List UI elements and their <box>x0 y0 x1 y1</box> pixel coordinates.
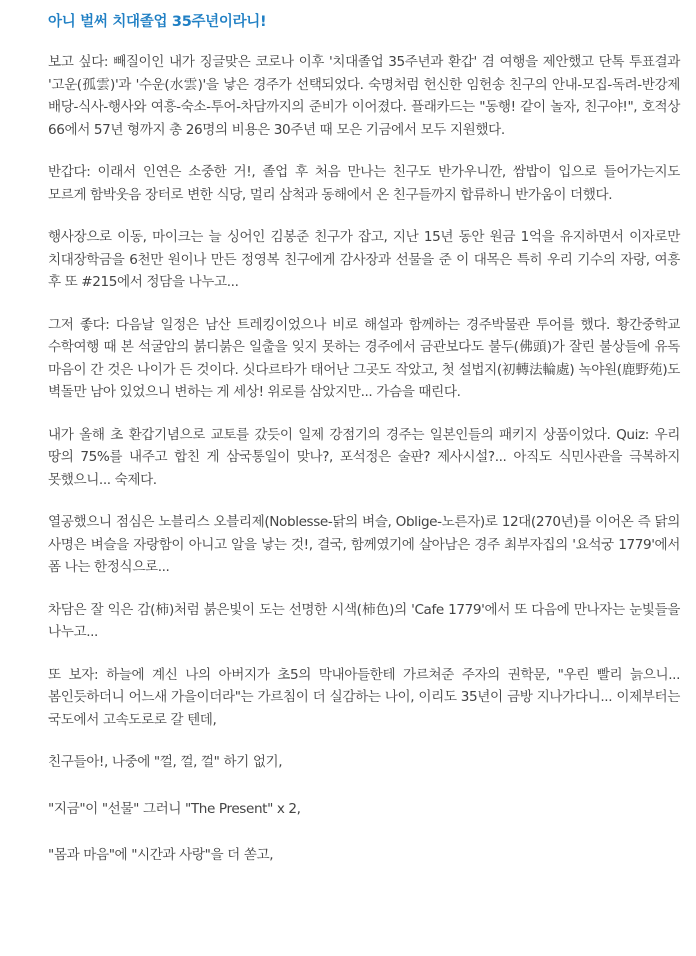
paragraph-reunion-plan: 보고 싶다: 빼질이인 내가 징글맞은 코로나 이후 '치대졸업 35주년과 환갑' 겸 여행을 제안했고 단톡 투표결과 '고운(孤雲)'과 '수운(水雲)'을 낳은 경주가 선택되었다. 숙명처럼 헌신한 임헌송 친구의 안내-모집-독려-반강제 배당-식사-행사와 여흥-숙소-투어-차담까지의 준비가 이어졌다. 플래카드는 "동행! 같이 놀자, 친구야!", 호적상 66에서 57년 형까지 총 26명의 비용은 30주년 때 모은 기금에서 모두 지원했다. <box>48 54 680 138</box>
paragraph-body-mind: "몸과 마음"에 "시간과 사랑"을 더 쏟고, <box>48 847 274 863</box>
article-title: 아니 벌써 치대졸업 35주년이라니! <box>48 14 267 30</box>
paragraph-museum-tour: 그저 좋다: 다음날 일정은 남산 트레킹이었으나 비로 해설과 함께하는 경주박물관 투어를 했다. 황간중학교 수학여행 때 본 석굴암의 붉디붉은 일출을 잊지 못하는 경주에서 금관보다도 불두(佛頭)가 잘린 불상들에 유독 마음이 간 것은 나이가 든 것이다. 싯다르타가 태어난 그곳도 작았고, 첫 설법지(初轉法輪處) 녹야원(鹿野苑)도 벽돌만 남아 있었으니 변하는 게 세상! 위로를 삼았지만... 가슴을 때린다. <box>48 316 680 400</box>
paragraph-friends: 친구들아!, 나중에 "껄, 껄, 껄" 하기 없기, <box>48 754 283 770</box>
paragraph-see-you-again: 또 보자: 하늘에 계신 나의 아버지가 초5의 막내아들한테 가르쳐준 주자의 권학문, "우린 빨리 늙으니... 봄인듯하더니 어느새 가을이더라"는 가르침이 더 실감하는 나이, 이리도 35년이 금방 지나가다니... 이제부터는 국도에서 고속도로로 갈 텐데, <box>48 666 680 728</box>
paragraph-cafe: 차담은 잘 익은 감(柿)처럼 붉은빛이 도는 선명한 시색(柿色)의 'Cafe 1779'에서 또 다음에 만나자는 눈빛들을 나누고... <box>48 601 680 640</box>
paragraph-welcome: 반갑다: 이래서 인연은 소중한 거!, 졸업 후 처음 만나는 친구도 반가우니깐, 쌈밥이 입으로 들어가는지도 모르게 함박웃음 장터로 변한 식당, 멀리 삼척과 동해에서 온 친구들까지 합류하니 반가움이 더했다. <box>48 164 680 203</box>
paragraph-ceremony: 행사장으로 이동, 마이크는 늘 싱어인 김봉준 친구가 잡고, 지난 15년 동안 원금 1억을 유지하면서 이자로만 치대장학금을 6천만 원이나 만든 정영복 친구에게 감사장과 선물을 준 이 대목은 특히 우리 기수의 자랑, 여흥 후 또 #215에서 정담을 나누고... <box>48 229 680 290</box>
paragraph-history-quiz: 내가 올해 초 환갑기념으로 교토를 갔듯이 일제 강점기의 경주는 일본인들의 패키지 상품이었다. Quiz: 우리 땅의 75%를 내주고 합친 게 삼국통일이 맞나?, 포석정은 술판? 제사시설?... 아직도 식민사관을 극복하지 못했으니... 숙제다. <box>48 426 680 488</box>
paragraph-present: "지금"이 "선물" 그러니 "The Present" x 2, <box>48 800 301 817</box>
paragraph-lunch: 열공했으니 점심은 노블리스 오블리제(Noblesse-닭의 벼슬, Oblige-노른자)로 12대(270년)를 이어온 즉 닭의 사명은 벼슬을 자랑함이 아니고 알을 낳는 것!, 결국, 함께였기에 살아남은 경주 최부자집의 '요석궁 1779'에서 폼 나는 한정식으로... <box>48 514 680 575</box>
